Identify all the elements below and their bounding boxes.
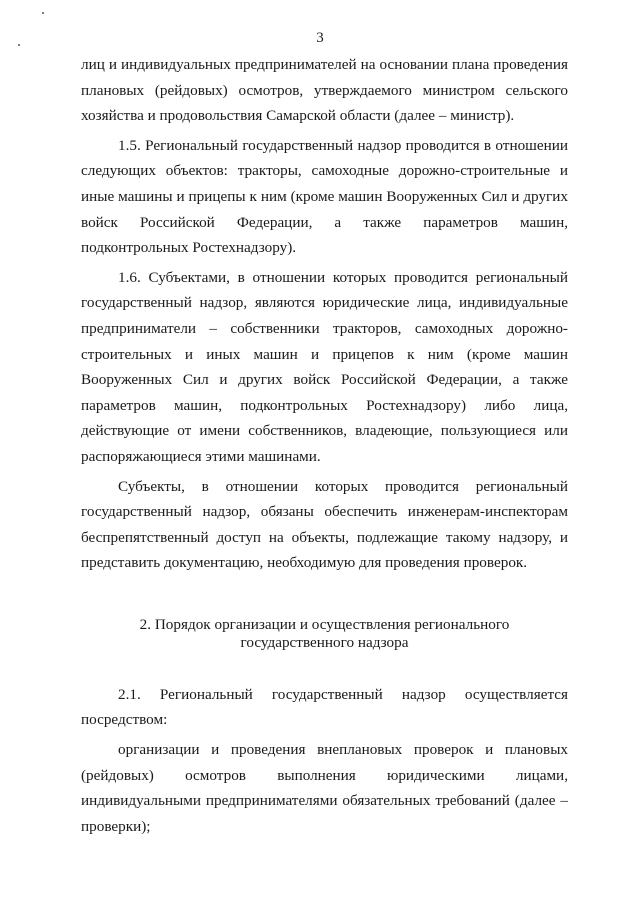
- section-heading-line-2: государственного надзора: [240, 633, 409, 651]
- paragraph-1-6: 1.6. Субъектами, в отношении которых проводится региональный государственный надзор, являются юридические лица, индивидуальные предприниматели – собственники тракторов, самоходных дорожно-строительных и иных машин и прицепов к ним (кроме машин Вооруженных Сил и других войск Российской Федерации, а также параметров машин, подконтрольных Ростехнадзору) либо лица, действующие от имени собственников, владеющие, пользующиеся или распоряжающиеся этими машинами.: [81, 268, 568, 465]
- paragraph-1-5: 1.5. Региональный государственный надзор проводится в отношении следующих объектов: тракторы, самоходные дорожно-строительные и иные машины и прицепы к ним (кроме машин Вооруженных Сил и других войск Российской Федерации, а также параметров машин, подконтрольных Ростехнадзору).: [81, 136, 568, 257]
- paragraph-inspections: организации и проведения внеплановых проверок и плановых (рейдовых) осмотров выполнения юридическими лицами, индивидуальными предпринимателями обязательных требований (далее – проверки);: [81, 741, 568, 835]
- section-heading: [81, 616, 568, 652]
- scan-speck: [42, 12, 44, 14]
- section-heading-line-1: 2. Порядок организации и осуществления регионального: [139, 615, 510, 633]
- paragraph-subjects-obligations: Субъекты, в отношении которых проводится региональный государственный надзор, обязаны обеспечить инженерам-инспекторам беспрепятственный доступ на объекты, подлежащие такому надзору, и представить документацию, необходимую для проведения проверок.: [81, 477, 568, 572]
- paragraph-2-1: 2.1. Региональный государственный надзор осуществляется посредством:: [81, 685, 568, 729]
- paragraph-continuation: лиц и индивидуальных предпринимателей на основании плана проведения плановых (рейдовых) осмотров, утверждаемого министром сельского хозяйства и продовольствия Самарской области (далее – министр).: [81, 56, 568, 125]
- document-body: [81, 52, 568, 839]
- page-number: 3: [316, 30, 324, 46]
